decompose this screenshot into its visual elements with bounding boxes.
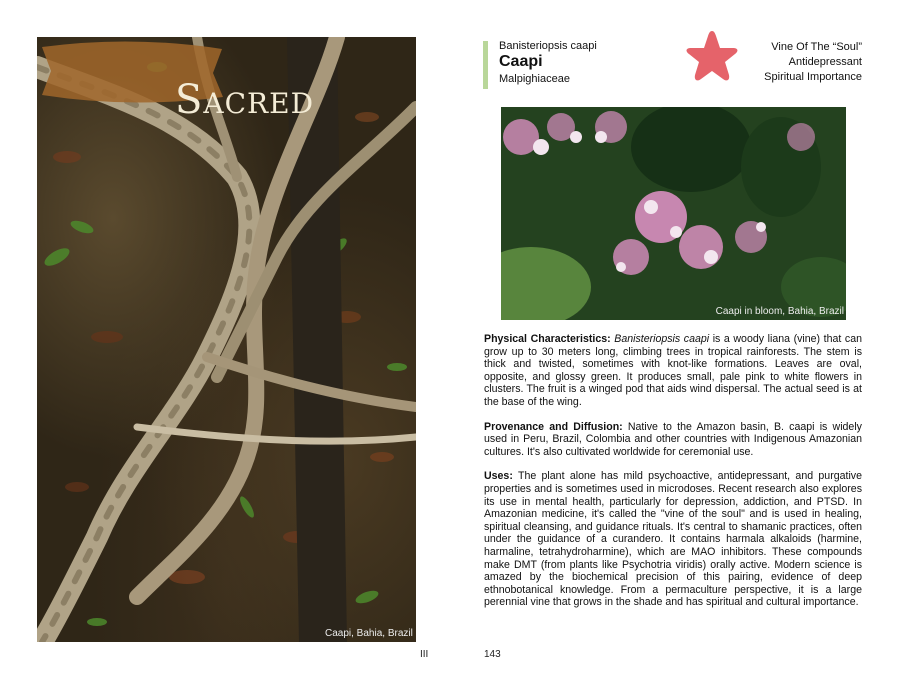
section-provenance [484, 421, 862, 459]
section-physical [484, 333, 862, 409]
section-heading: Provenance and Diffusion: [484, 420, 623, 433]
section-text: The plant alone has mild psychoactive, antidepressant, and purgative properties and is sometimes used in microdoses. Recent research also explores its use in mental health, particularly for depression, addiction, and PTSD. In Amazonian medicine, it's called the "vine of the soul" and is used in healing, spiritual cleansing, and guidance rituals. It's central to shamanic practices, often under the guidance of a curandero. It contains harmala alkaloids (harmine, harmaline, tetrahydroharmine), which are MAO inhibitors. These compounds make DMT (from plants like Psychotria viridis) orally active. Modern science is amazed by the biochemical precision of this pairing, evidence of deep ethnobotanical knowledge. From a permaculture perspective, it is a large perennial vine that grows in the shade and has spiritual and cultural importance. [484, 470, 862, 609]
sacred-badge-text: Sacred [175, 77, 315, 123]
vine-photo-illustration [37, 37, 416, 642]
section-uses [484, 470, 862, 609]
body-text [484, 333, 862, 621]
section-text: is a woody liana (vine) that can grow up to 30 meters long, climbing trees in tropical rainforests. The stem is thick and twisted, sometimes with knot-like formations. Leaves are oval, opposite, and glossy green. It produces small, pale pink to white flowers in clusters. The fruit is a winged pod that aids wind dispersal. The actual seed is at the base of the wing. [484, 333, 862, 408]
accent-bar [483, 41, 488, 89]
section-heading: Uses: [484, 470, 513, 483]
common-name: Caapi [499, 53, 543, 70]
star-icon [683, 29, 741, 85]
family-name: Malpighiaceae [499, 73, 570, 85]
scientific-name: Banisteriopsis caapi [499, 40, 597, 52]
section-italic-lead: Banisteriopsis caapi [614, 333, 710, 345]
trait-label: Vine Of The “Soul” [771, 41, 862, 53]
page-number-right: 143 [484, 649, 501, 660]
flower-photo-illustration [501, 107, 846, 320]
trait-label: Antidepressant [788, 56, 862, 68]
photo-caption-left: Caapi, Bahia, Brazil [325, 628, 413, 639]
trait-label: Spiritual Importance [764, 71, 862, 83]
section-text: Native to the Amazon basin, B. caapi is widely used in Peru, Brazil, Colombia and other countries with Indigenous Amazonian cultures. It's also cultivated worldwide for ceremonial use. [484, 420, 862, 458]
vine-photo [37, 37, 416, 642]
photo-caption-right: Caapi in bloom, Bahia, Brazil [715, 306, 844, 317]
section-heading: Physical Characteristics: [484, 333, 611, 345]
page-number-left: III [420, 649, 429, 660]
flower-photo [501, 107, 846, 320]
